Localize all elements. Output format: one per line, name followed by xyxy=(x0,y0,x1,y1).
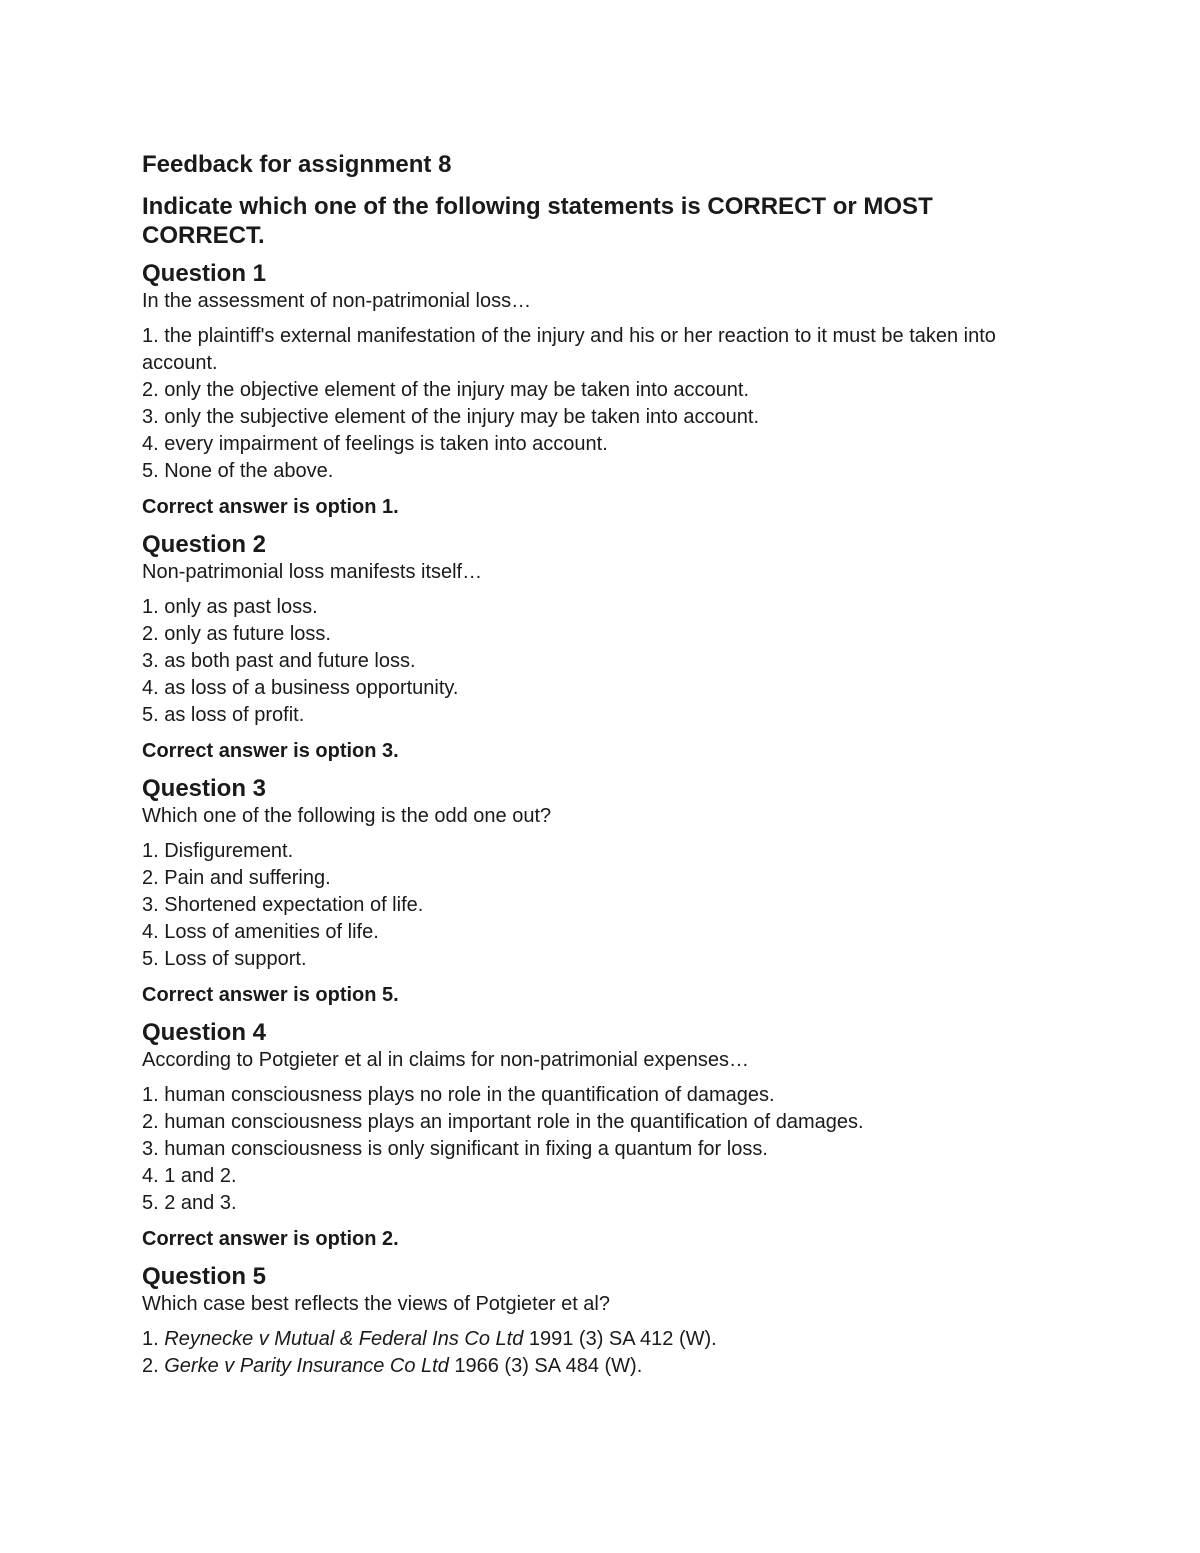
case-name: Gerke v Parity Insurance Co Ltd xyxy=(164,1355,449,1377)
option-item: 3. Shortened expectation of life. xyxy=(142,894,424,916)
option-item: 5. as loss of profit. xyxy=(142,704,305,726)
question-stem: Which one of the following is the odd one out? xyxy=(142,805,552,827)
correct-answer: Correct answer is option 2. xyxy=(142,1228,399,1250)
correct-answer: Correct answer is option 3. xyxy=(142,740,399,762)
option-item: 5. Loss of support. xyxy=(142,948,307,970)
question-stem: Non-patrimonial loss manifests itself… xyxy=(142,561,483,583)
option-item: 4. Loss of amenities of life. xyxy=(142,921,379,943)
document-title: Feedback for assignment 8 xyxy=(142,151,452,178)
question-heading: Question 4 xyxy=(142,1019,267,1046)
option-list xyxy=(142,323,1062,485)
question-heading: Question 1 xyxy=(142,260,267,287)
option-item: 2. only the objective element of the injury may be taken into account. xyxy=(142,379,750,401)
option-list xyxy=(142,1326,1062,1380)
option-item: 3. only the subjective element of the injury may be taken into account. xyxy=(142,406,760,428)
option-item: 1. the plaintiff's external manifestation of the injury and his or her reaction to it must be taken into account. xyxy=(142,325,996,374)
question-stem: According to Potgieter et al in claims for non-patrimonial expenses… xyxy=(142,1049,749,1071)
question-heading: Question 5 xyxy=(142,1263,267,1290)
case-citation: 1991 (3) SA 412 (W). xyxy=(523,1328,717,1350)
option-item: 3. as both past and future loss. xyxy=(142,650,416,672)
case-citation: 1966 (3) SA 484 (W). xyxy=(448,1355,643,1377)
question-heading: Question 3 xyxy=(142,775,267,802)
option-item xyxy=(142,1353,1062,1380)
option-item: 5. 2 and 3. xyxy=(142,1192,237,1214)
question-stem: In the assessment of non-patrimonial loss… xyxy=(142,290,532,312)
option-item: 3. human consciousness is only significant in fixing a quantum for loss. xyxy=(142,1138,768,1160)
document-page xyxy=(142,150,1062,1380)
option-item: 4. 1 and 2. xyxy=(142,1165,237,1187)
correct-answer: Correct answer is option 5. xyxy=(142,984,399,1006)
question-2 xyxy=(142,531,1062,765)
option-item: 1. Disfigurement. xyxy=(142,840,294,862)
option-item: 5. None of the above. xyxy=(142,460,334,482)
option-number: 1. xyxy=(142,1328,165,1350)
option-item: 4. every impairment of feelings is taken into account. xyxy=(142,433,608,455)
question-3 xyxy=(142,775,1062,1009)
question-heading: Question 2 xyxy=(142,531,267,558)
case-name: Reynecke v Mutual & Federal Ins Co Ltd xyxy=(164,1328,524,1350)
option-item: 1. human consciousness plays no role in the quantification of damages. xyxy=(142,1084,775,1106)
correct-answer: Correct answer is option 1. xyxy=(142,496,399,518)
option-item: 2. Pain and suffering. xyxy=(142,867,331,889)
instruction-text: Indicate which one of the following statements is CORRECT or MOST CORRECT. xyxy=(142,193,933,249)
option-item: 2. only as future loss. xyxy=(142,623,331,645)
question-1 xyxy=(142,260,1062,521)
question-5 xyxy=(142,1263,1062,1380)
option-item: 4. as loss of a business opportunity. xyxy=(142,677,459,699)
option-number: 2. xyxy=(142,1355,165,1377)
question-4 xyxy=(142,1019,1062,1253)
option-list xyxy=(142,838,1062,973)
option-list xyxy=(142,594,1062,729)
option-item: 1. only as past loss. xyxy=(142,596,318,618)
option-item: 2. human consciousness plays an important role in the quantification of damages. xyxy=(142,1111,864,1133)
option-list xyxy=(142,1082,1062,1217)
question-stem: Which case best reflects the views of Potgieter et al? xyxy=(142,1293,610,1315)
option-item xyxy=(142,1326,1062,1353)
